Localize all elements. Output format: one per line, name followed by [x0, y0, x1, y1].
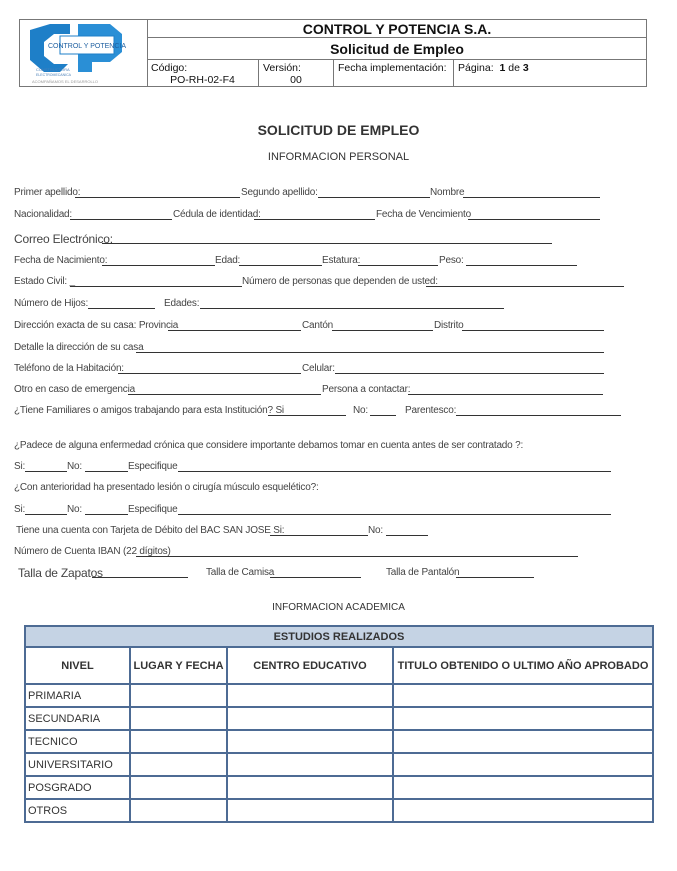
centro-cell[interactable] [227, 730, 393, 753]
bac-si-field[interactable] [270, 525, 368, 536]
lugar-fecha-cell[interactable] [130, 707, 227, 730]
column-header: NIVEL [25, 647, 130, 684]
version-cell [259, 60, 334, 87]
label: Distrito [434, 320, 464, 331]
label: Si: [14, 504, 26, 515]
enfermedad-especifique-field[interactable] [178, 461, 611, 472]
nacimiento-field[interactable] [102, 255, 215, 266]
table-row [25, 730, 653, 753]
table-row [25, 799, 653, 822]
peso-field[interactable] [466, 255, 577, 266]
label: Dirección exacta de su casa: Provincia [14, 320, 179, 331]
vencimiento-field[interactable] [468, 209, 600, 220]
titulo-cell[interactable] [393, 753, 653, 776]
company-name: CONTROL Y POTENCIA S.A. [147, 20, 647, 38]
zapatos-field[interactable] [92, 566, 188, 578]
column-header: CENTRO EDUCATIVO [227, 647, 393, 684]
label: Parentesco: [405, 405, 457, 416]
titulo-cell[interactable] [393, 776, 653, 799]
table-row [25, 684, 653, 707]
nacionalidad-field[interactable] [70, 209, 172, 220]
label: Edad: [215, 255, 241, 266]
centro-cell[interactable] [227, 684, 393, 707]
titulo-cell[interactable] [393, 730, 653, 753]
codigo-value: PO-RH-02-F4 [170, 74, 235, 86]
parentesco-field[interactable] [456, 405, 621, 416]
pagina-total: 3 [522, 62, 529, 74]
svg-text:ACOMPAÑAMOS EL DESARROLLO: ACOMPAÑAMOS EL DESARROLLO [32, 79, 99, 84]
page-title: SOLICITUD DE EMPLEO [257, 122, 420, 138]
document-name: Solicitud de Empleo [147, 38, 647, 60]
label: Peso: [439, 255, 464, 266]
label: Correo Electrónico: [14, 232, 113, 246]
lugar-fecha-cell[interactable] [130, 799, 227, 822]
label: Celular: [302, 363, 335, 374]
label: Primer apellido: [14, 187, 81, 198]
label: Especifique [128, 461, 178, 472]
section-personal: INFORMACION PERSONAL [267, 151, 410, 163]
label: Número de Hijos: [14, 298, 89, 309]
contacto-field[interactable] [408, 384, 603, 395]
label: No: [353, 405, 368, 416]
nivel-cell: OTROS [25, 799, 130, 822]
label: Estado Civil: _ [14, 276, 75, 287]
titulo-cell[interactable] [393, 707, 653, 730]
estatura-field[interactable] [358, 255, 438, 266]
studies-table [24, 625, 654, 823]
lugar-fecha-cell[interactable] [130, 730, 227, 753]
label: Detalle la dirección de su casa [14, 342, 144, 353]
pagina-cell [454, 60, 644, 87]
camisa-field[interactable] [270, 566, 361, 578]
cedula-field[interactable] [254, 209, 375, 220]
lesion-no-field[interactable] [85, 504, 128, 515]
pantalon-field[interactable] [456, 566, 534, 578]
svg-text:ELECTROMECANICA: ELECTROMECANICA [36, 73, 72, 77]
emergencia-field[interactable] [128, 384, 321, 395]
table-row [25, 707, 653, 730]
label: No: [67, 504, 82, 515]
label: Cantón [302, 320, 334, 331]
enfermedad-no-field[interactable] [85, 461, 128, 472]
label: Otro en caso de emergencia [14, 384, 135, 395]
centro-cell[interactable] [227, 753, 393, 776]
centro-cell[interactable] [227, 707, 393, 730]
table-title: ESTUDIOS REALIZADOS [25, 626, 653, 647]
column-header: LUGAR Y FECHA [130, 647, 227, 684]
label: Número de Cuenta IBAN (22 dígitos) [14, 546, 171, 557]
label: Tiene una cuenta con Tarjeta de Débito del BAC SAN JOSE Si: [16, 525, 285, 536]
lugar-fecha-cell[interactable] [130, 684, 227, 707]
label: Nacionalidad: [14, 209, 72, 220]
label: Número de personas que dependen de usted: [242, 276, 438, 287]
label: Talla de Zapatos [18, 566, 103, 580]
label: Segundo apellido: [241, 187, 318, 198]
nivel-cell: TECNICO [25, 730, 130, 753]
label: Si: [14, 461, 26, 472]
column-header: TITULO OBTENIDO O ULTIMO AÑO APROBADO [393, 647, 653, 684]
nivel-cell: PRIMARIA [25, 684, 130, 707]
label: Talla de Pantalón [386, 567, 460, 578]
lugar-fecha-cell[interactable] [130, 753, 227, 776]
nombre-field[interactable] [463, 187, 600, 198]
centro-cell[interactable] [227, 799, 393, 822]
estado-civil-field[interactable] [70, 276, 242, 287]
lugar-fecha-cell[interactable] [130, 776, 227, 799]
codigo-label: Código: [151, 62, 188, 74]
svg-text:CONSTRUCTORA: CONSTRUCTORA [36, 67, 70, 72]
company-logo [20, 20, 148, 86]
table-row [25, 753, 653, 776]
label: No: [67, 461, 82, 472]
canton-field[interactable] [332, 320, 433, 331]
label: Fecha de Nacimiento: [14, 255, 108, 266]
titulo-cell[interactable] [393, 799, 653, 822]
label: Edades: [164, 298, 200, 309]
edad-field[interactable] [239, 255, 322, 266]
provincia-field[interactable] [168, 320, 301, 331]
familiares-no-field[interactable] [370, 405, 396, 416]
titulo-cell[interactable] [393, 684, 653, 707]
nivel-cell: POSGRADO [25, 776, 130, 799]
version-label: Versión: [263, 62, 301, 74]
nivel-cell: SECUNDARIA [25, 707, 130, 730]
iban-field[interactable] [136, 546, 578, 557]
bac-no-field[interactable] [386, 525, 428, 536]
familiares-si-field[interactable] [268, 405, 346, 416]
hijos-field[interactable] [88, 298, 155, 309]
correo-field[interactable] [102, 232, 552, 244]
segundo-apellido-field[interactable] [318, 187, 430, 198]
detalle-field[interactable] [136, 342, 604, 353]
section-academic: INFORMACION ACADEMICA [272, 602, 405, 613]
lesion-especifique-field[interactable] [178, 504, 611, 515]
label: Talla de Camisa [206, 567, 275, 578]
centro-cell[interactable] [227, 776, 393, 799]
label: Nombre [430, 187, 465, 198]
distrito-field[interactable] [462, 320, 604, 331]
nivel-cell: UNIVERSITARIO [25, 753, 130, 776]
telefono-field[interactable] [118, 363, 301, 374]
edades-field[interactable] [200, 298, 504, 309]
pagina-de: de [508, 62, 520, 74]
label: Fecha de Vencimiento [376, 209, 471, 220]
lesion-si-field[interactable] [25, 504, 67, 515]
svg-text:CONTROL Y POTENCIA: CONTROL Y POTENCIA [47, 43, 127, 50]
label: Cédula de identidad: [173, 209, 261, 220]
pagina-label: Página: [458, 62, 494, 74]
dependientes-field[interactable] [426, 276, 624, 287]
primer-apellido-field[interactable] [75, 187, 240, 198]
fecha-label: Fecha implementación: [334, 60, 454, 87]
label: Especifique [128, 504, 178, 515]
label: ¿Padece de alguna enfermedad crónica que considere importante debamos tomar en cuenta antes de ser contratado ?: [14, 440, 524, 451]
label: ¿Tiene Familiares o amigos trabajando para esta Institución? Si [14, 405, 284, 416]
label: Teléfono de la Habitación: [14, 363, 124, 374]
codigo-cell [147, 60, 259, 87]
version-value: 00 [290, 74, 302, 86]
label: Persona a contactar: [322, 384, 411, 395]
enfermedad-si-field[interactable] [25, 461, 67, 472]
label: ¿Con anterioridad ha presentado lesión o cirugía músculo esquelético?: [14, 482, 319, 493]
label: No: [368, 525, 383, 536]
table-row [25, 776, 653, 799]
label: Estatura: [322, 255, 361, 266]
pagina-number: 1 [499, 62, 506, 74]
document-header [19, 19, 647, 87]
celular-field[interactable] [335, 363, 604, 374]
